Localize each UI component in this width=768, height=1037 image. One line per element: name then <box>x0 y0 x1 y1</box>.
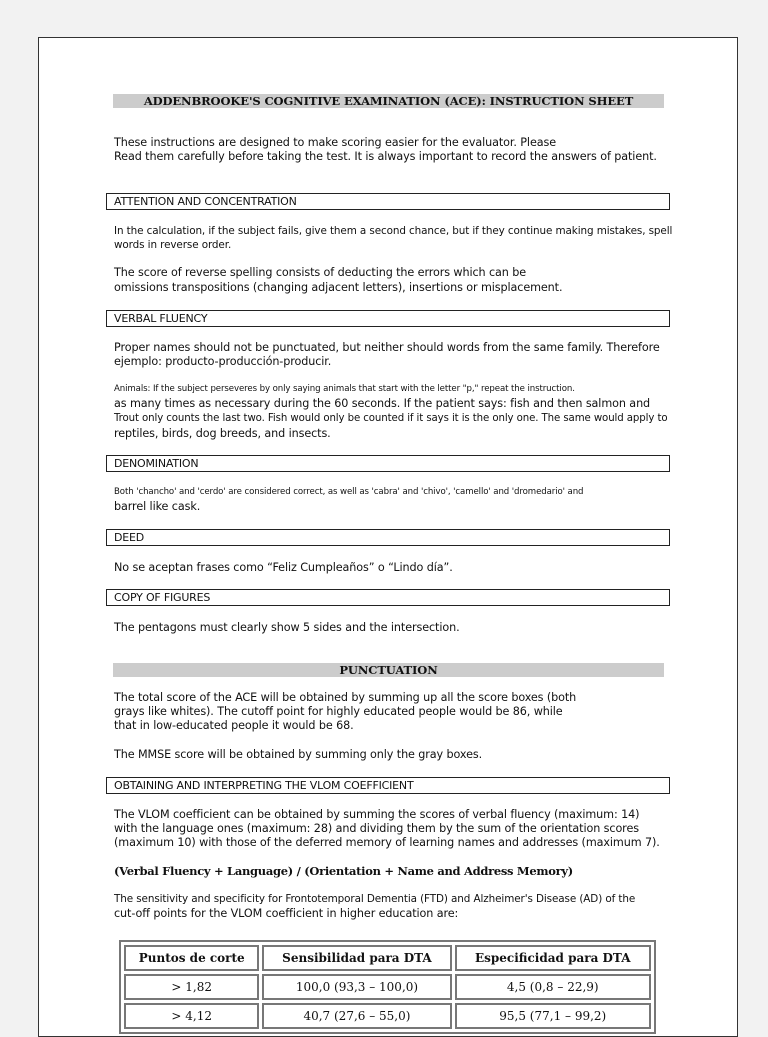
document-title: ADDENBROOKE'S COGNITIVE EXAMINATION (ACE): INSTRUCTION SHEET <box>113 94 664 108</box>
punctuation-paragraph-1-line-1: The total score of the ACE will be obtained by summing up all the score boxes (both <box>114 691 577 704</box>
table-cell: 40,7 (27,6 – 55,0) <box>262 1003 451 1029</box>
punctuation-paragraph-1-line-3: that in low-educated people it would be 68. <box>114 719 354 732</box>
document-page <box>38 37 738 1037</box>
denomination-paragraph-small: Both 'chancho' and 'cerdo' are considered correct, as well as 'cabra' and 'chivo', 'camello' and 'dromedario' and <box>114 487 584 497</box>
section-figures-heading: COPY OF FIGURES <box>106 589 670 606</box>
table-header-specificity: Especificidad para DTA <box>455 945 651 971</box>
table-row <box>124 974 651 1000</box>
figures-paragraph: The pentagons must clearly show 5 sides and the intersection. <box>114 621 460 634</box>
table-cell: 95,5 (77,1 – 99,2) <box>455 1003 651 1029</box>
table-row <box>124 1003 651 1029</box>
section-fluency-heading: VERBAL FLUENCY <box>106 310 670 327</box>
fluency-paragraph-1: Proper names should not be punctuated, but neither should words from the same family. Therefore ejemplo: producto-producción-producir. <box>114 341 660 368</box>
denomination-paragraph-line-2: barrel like cask. <box>114 500 201 513</box>
fluency-paragraph-2-line-3: Trout only counts the last two. Fish would only be counted if it says it is the only one. The same would apply to <box>114 413 668 424</box>
punctuation-paragraph-1-line-2: grays like whites). The cutoff point for highly educated people would be 86, while <box>114 705 563 718</box>
table-header-cutoff: Puntos de corte <box>124 945 259 971</box>
punctuation-paragraph-2: The MMSE score will be obtained by summing only the gray boxes. <box>114 748 483 761</box>
intro-line-1: These instructions are designed to make scoring easier for the evaluator. Please <box>114 136 556 149</box>
fluency-paragraph-2-line-4: reptiles, birds, dog breeds, and insects. <box>114 427 331 440</box>
vlom-paragraph-1-line-2: with the language ones (maximum: 28) and dividing them by the sum of the orientation scores <box>114 822 639 835</box>
attention-paragraph-2-line-2: omissions transpositions (changing adjacent letters), insertions or misplacement. <box>114 281 563 294</box>
punctuation-title: PUNCTUATION <box>113 663 664 677</box>
table-header-sensitivity: Sensibilidad para DTA <box>262 945 451 971</box>
table-header-row <box>124 945 651 971</box>
table-cell: > 4,12 <box>124 1003 259 1029</box>
deed-paragraph: No se aceptan frases como “Feliz Cumpleaños” o “Lindo día”. <box>114 561 453 574</box>
vlom-paragraph-2-line-2: cut-off points for the VLOM coefficient in higher education are: <box>114 907 459 920</box>
table-cell: 100,0 (93,3 – 100,0) <box>262 974 451 1000</box>
table-cell: 4,5 (0,8 – 22,9) <box>455 974 651 1000</box>
section-deed-heading: DEED <box>106 529 670 546</box>
fluency-paragraph-2-line-2: as many times as necessary during the 60 seconds. If the patient says: fish and then salmon and <box>114 397 651 410</box>
attention-paragraph-2-line-1: The score of reverse spelling consists of deducting the errors which can be <box>114 266 527 279</box>
vlom-paragraph-1-line-3: (maximum 10) with those of the deferred memory of learning names and addresses (maximum 7). <box>114 836 660 849</box>
section-vlom-heading: OBTAINING AND INTERPRETING THE VLOM COEFFICIENT <box>106 777 670 794</box>
section-attention-heading: ATTENTION AND CONCENTRATION <box>106 193 670 210</box>
vlom-paragraph-1-line-1: The VLOM coefficient can be obtained by summing the scores of verbal fluency (maximum: 14) <box>114 808 640 821</box>
vlom-paragraph-2-line-1: The sensitivity and specificity for Frontotemporal Dementia (FTD) and Alzheimer's Disease (AD) of the <box>114 893 636 905</box>
section-denomination-heading: DENOMINATION <box>106 455 670 472</box>
intro-line-2: Read them carefully before taking the test. It is always important to record the answers of patient. <box>114 150 657 163</box>
attention-paragraph-1: In the calculation, if the subject fails, give them a second chance, but if they continue making mistakes, spell words in reverse order. <box>114 225 673 251</box>
cutoff-table <box>119 940 656 1034</box>
fluency-paragraph-2-small: Animals: If the subject perseveres by only saying animals that start with the letter "p," repeat the instruction. <box>114 384 575 394</box>
vlom-formula: (Verbal Fluency + Language) / (Orientation + Name and Address Memory) <box>114 864 573 878</box>
table-cell: > 1,82 <box>124 974 259 1000</box>
